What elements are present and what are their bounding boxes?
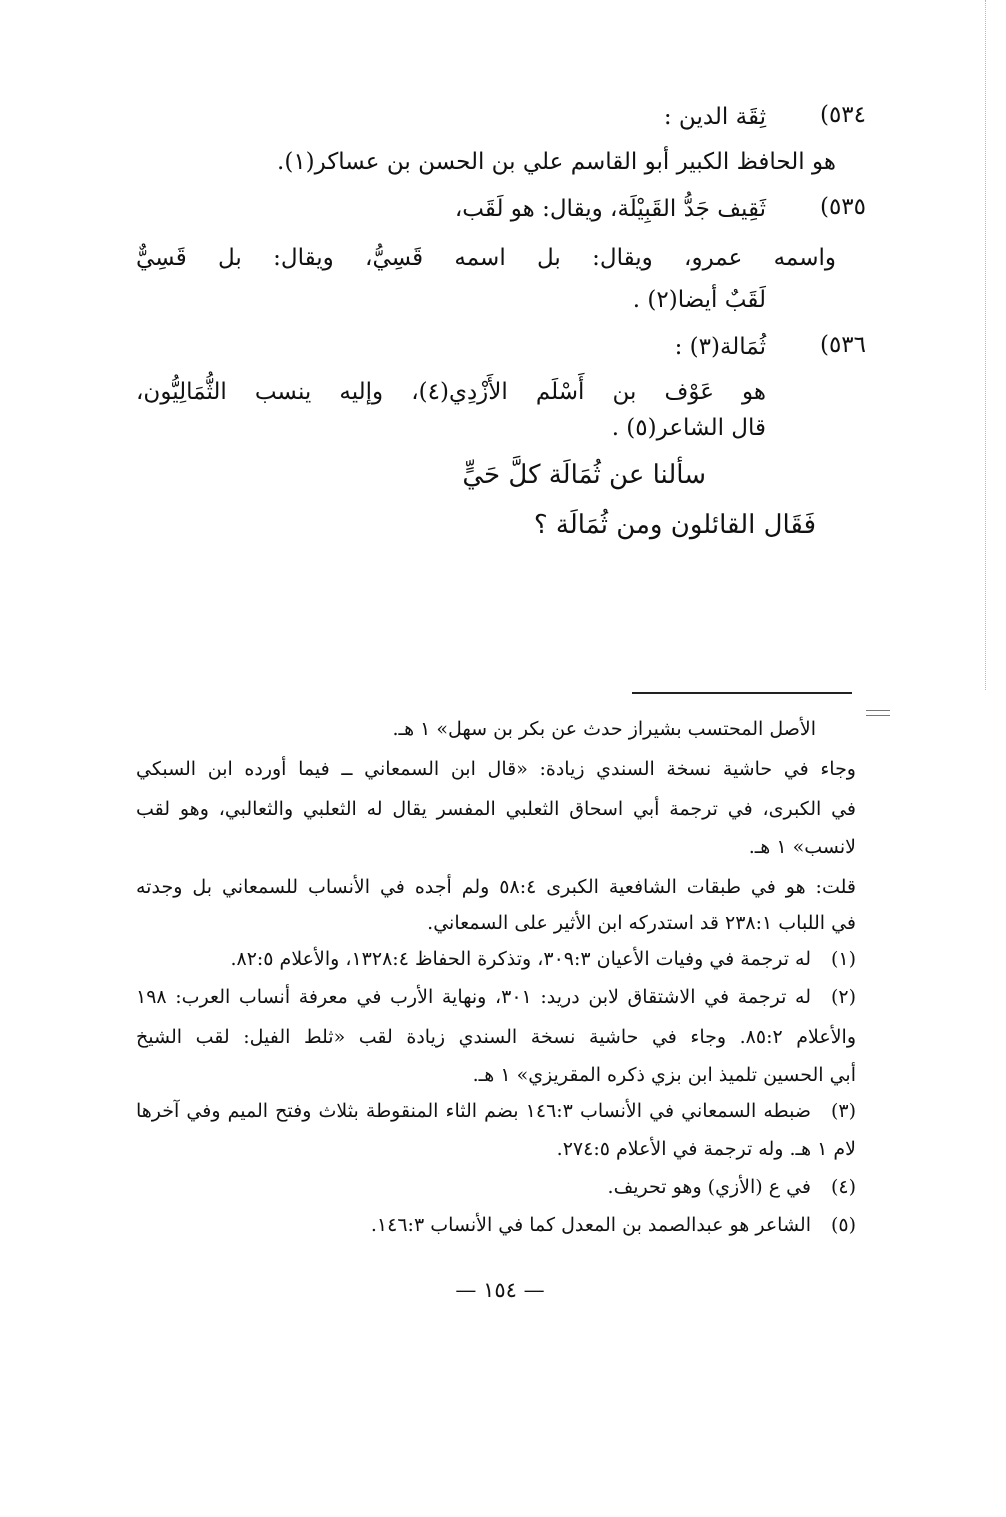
footnote-line: له ترجمة في الاشتقاق لابن دريد: ٣٠١، ونهاية الأرب في معرفة أنساب العرب: ١٩٨ <box>136 986 811 1008</box>
footnote-marker: (٣) <box>830 1100 856 1122</box>
page-number: — ١٥٤ — <box>455 1278 545 1302</box>
entry-text-line: هو عَوْف بن أَسْلَم الأَزْدِي(٤)، وإليه ينسب الثُّمَالِيُّون، <box>136 379 767 405</box>
entry-number: ٥٣٦) <box>819 332 866 358</box>
entry-text-line: هو الحافظ الكبير أبو القاسم علي بن الحسن بن عساكر(١). <box>277 149 836 175</box>
entry-number: ٥٣٥) <box>819 194 866 220</box>
entry-heading: ثُمَالة(٣) : <box>674 334 766 360</box>
footnote-marker: (٢) <box>830 986 856 1008</box>
entry-text-line: لَقَبٌ أيضا(٢) . <box>632 287 766 313</box>
footnote-separator <box>632 692 852 694</box>
footnote-continuation-line: في اللباب ٢٣٨:١ قد استدركه ابن الأثير على السمعاني. <box>427 912 856 934</box>
footnote-line: والأعلام ٨٥:٢. وجاء في حاشية نسخة السندي زيادة لقب «ثلط الفيل: لقب الشيخ <box>136 1026 856 1048</box>
footnote-marker: (٤) <box>830 1176 856 1198</box>
footnote-continuation-line: قلت: هو في طبقات الشافعية الكبرى ٥٨:٤ ولم أجده في الأنساب للسمعاني بل وجدته <box>136 876 856 898</box>
entry-number: ٥٣٤) <box>819 102 866 128</box>
entry-text-line: واسمه عمرو، ويقال: بل اسمه قَسِيُّ، ويقال: بل قَسِيٌّ <box>136 245 836 271</box>
footnote-continuation-line: لانسب» ١ هـ. <box>748 836 856 858</box>
page-edge-dotted-line <box>985 0 986 690</box>
footnote-line: الشاعر هو عبدالصمد بن المعدل كما في الأنساب ١٤٦:٣. <box>370 1214 811 1236</box>
entry-heading: ثِقَة الدين : <box>663 104 766 130</box>
footnote-continuation-line: الأصل المحتسب بشيراز حدث عن بكر بن سهل» ١ هـ. <box>392 718 816 740</box>
footnote-continuation-line: في الكبرى، في ترجمة أبي اسحاق الثعلبي المفسر يقال له الثعلبي والثعالبي، وهو لقب <box>136 798 856 820</box>
entry-heading: ثَقِيف جَدُّ القَبِيْلَة، ويقال: هو لَقَب، <box>454 196 766 222</box>
poem-verse: سألنا عن ثُمَالَة كلَّ حَيٍّ <box>462 460 706 490</box>
footnote-line: في ع (الأزي) وهو تحريف. <box>607 1176 811 1198</box>
margin-mark <box>866 710 890 716</box>
footnote-line: ضبطه السمعاني في الأنساب ١٤٦:٣ بضم الثاء المنقوطة بثلاث وفتح الميم وفي آخرها <box>136 1100 811 1122</box>
footnote-marker: (٥) <box>830 1214 856 1236</box>
footnote-marker: (١) <box>830 948 856 970</box>
footnote-line: أبي الحسين تلميذ ابن بزي ذكره المقريزي» ١ هـ. <box>472 1064 856 1086</box>
entry-text-line: قال الشاعر(٥) . <box>611 415 766 441</box>
footnote-line: لام ١ هـ. وله ترجمة في الأعلام ٢٧٤:٥. <box>556 1138 856 1160</box>
footnote-continuation-line: وجاء في حاشية نسخة السندي زيادة: «قال ابن السمعاني ــ فيما أورده ابن السبكي <box>136 758 856 780</box>
footnote-line: له ترجمة في وفيات الأعيان ٣٠٩:٣، وتذكرة الحفاظ ١٣٢٨:٤، والأعلام ٨٢:٥. <box>230 948 811 970</box>
poem-verse: فَقَال القائلون ومن ثُمَالَة ؟ <box>533 510 816 540</box>
